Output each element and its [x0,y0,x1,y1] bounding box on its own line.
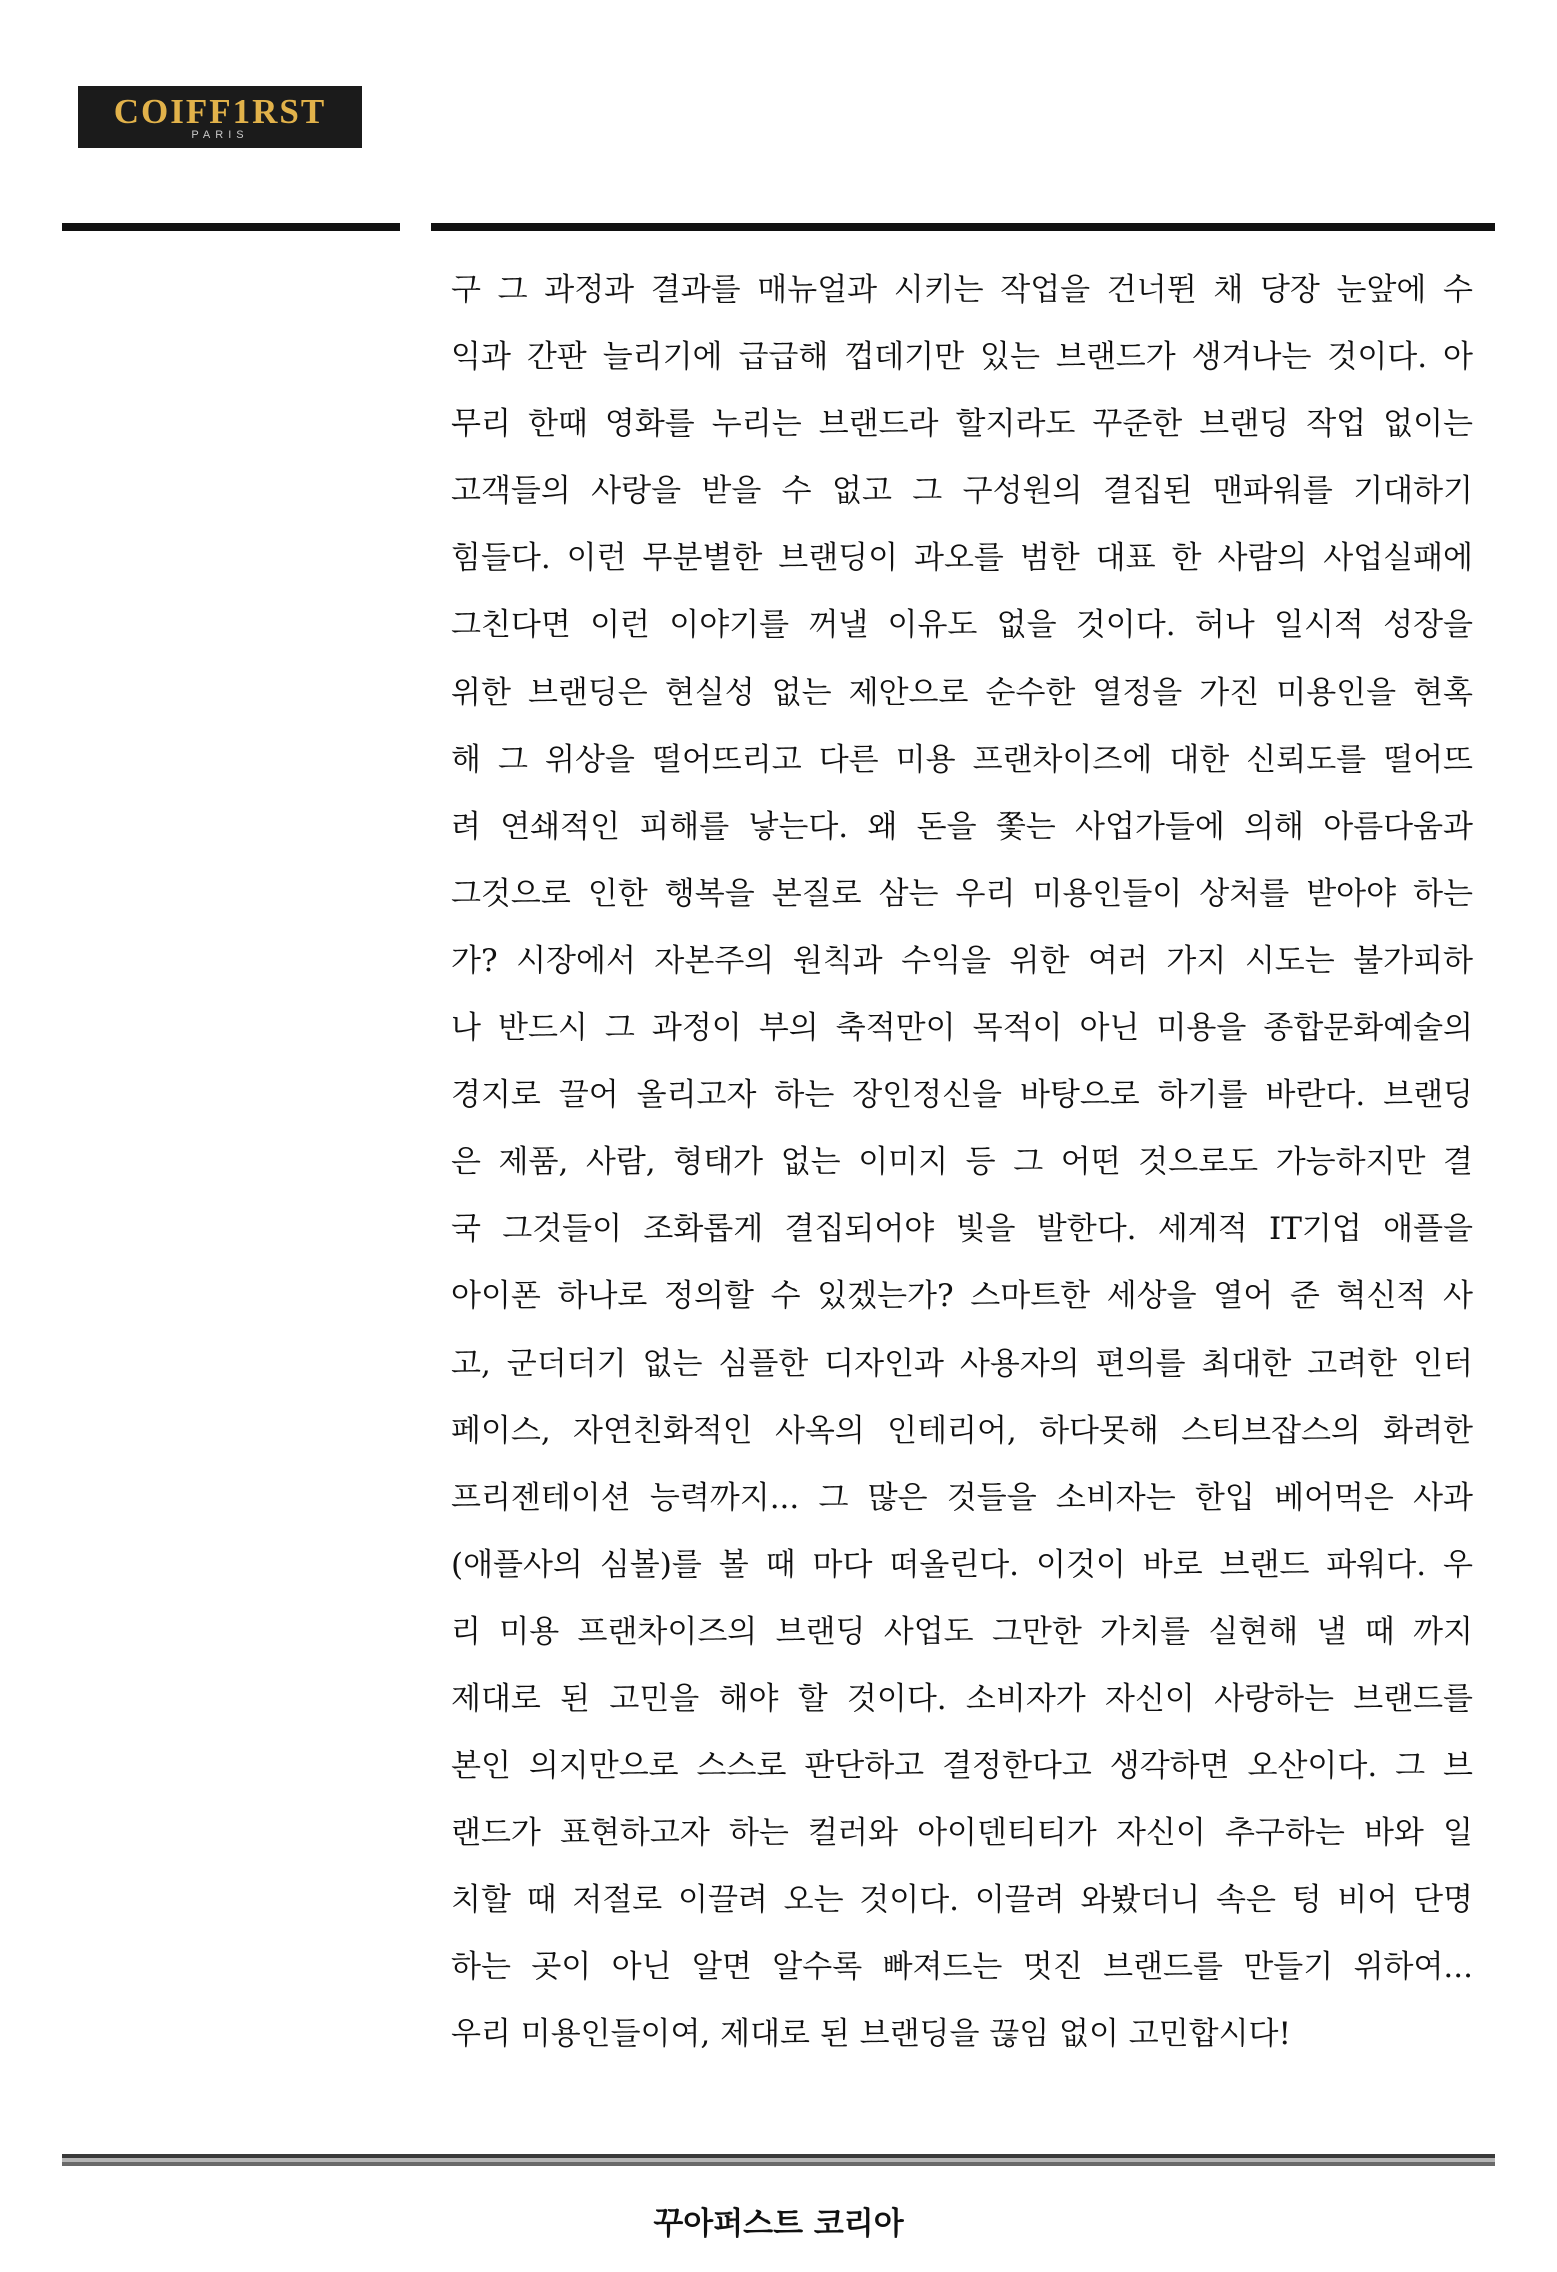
text-line: 아이폰 하나로 정의할 수 있겠는가? 스마트한 세상을 열어 준 혁신적 사 [451,1278,1473,1315]
text-line: 려 연쇄적인 피해를 낳는다. 왜 돈을 쫓는 사업가들에 의해 아름다움과 [451,808,1473,845]
text-line: 나 반드시 그 과정이 부의 축적만이 목적이 아닌 미용을 종합문화예술의 [451,1010,1473,1047]
text-line: 경지로 끌어 올리고자 하는 장인정신을 바탕으로 하기를 바란다. 브랜딩 [451,1077,1473,1114]
text-line: 제대로 된 고민을 해야 할 것이다. 소비자가 자신이 사랑하는 브랜드를 [451,1680,1473,1717]
text-line: 힘들다. 이런 무분별한 브랜딩이 과오를 범한 대표 한 사람의 사업실패에 [451,540,1473,577]
brand-logo [78,86,362,148]
header-rule-right [431,223,1495,231]
text-line: 무리 한때 영화를 누리는 브랜드라 할지라도 꾸준한 브랜딩 작업 없이는 [451,406,1473,443]
footer-rule [62,2154,1495,2166]
text-line: 국 그것들이 조화롭게 결집되어야 빛을 발한다. 세계적 IT기업 애플을 [451,1211,1473,1248]
article-body [451,266,1473,2078]
text-line: 가? 시장에서 자본주의 원칙과 수익을 위한 여러 가지 시도는 불가피하 [451,942,1473,979]
text-line: 리 미용 프랜차이즈의 브랜딩 사업도 그만한 가치를 실현해 낼 때 까지 [451,1613,1473,1650]
header-rule-left [62,223,400,231]
text-line: 고, 군더더기 없는 심플한 디자인과 사용자의 편의를 최대한 고려한 인터 [451,1345,1473,1382]
footer-company-name: 꾸아퍼스트 코리아 [653,2206,904,2242]
text-line: 해 그 위상을 떨어뜨리고 다른 미용 프랜차이즈에 대한 신뢰도를 떨어뜨 [451,741,1473,778]
text-line: 위한 브랜딩은 현실성 없는 제안으로 순수한 열정을 가진 미용인을 현혹 [451,674,1473,711]
text-line: 익과 간판 늘리기에 급급해 껍데기만 있는 브랜드가 생겨나는 것이다. 아 [451,339,1473,376]
text-line: (애플사의 심볼)를 볼 때 마다 떠올린다. 이것이 바로 브랜드 파워다. 우 [451,1546,1473,1583]
text-line: 랜드가 표현하고자 하는 컬러와 아이덴티티가 자신이 추구하는 바와 일 [451,1815,1473,1852]
text-line: 그친다면 이런 이야기를 꺼낼 이유도 없을 것이다. 허나 일시적 성장을 [451,607,1473,644]
text-line: 치할 때 저절로 이끌려 오는 것이다. 이끌려 와봤더니 속은 텅 비어 단명 [451,1882,1473,1919]
text-line: 고객들의 사랑을 받을 수 없고 그 구성원의 결집된 맨파워를 기대하기 [451,473,1473,510]
logo-subtext: PARIS [191,129,249,141]
text-line: 하는 곳이 아닌 알면 알수록 빠져드는 멋진 브랜드를 만들기 위하여... [451,1949,1473,1986]
text-line: 프리젠테이션 능력까지... 그 많은 것들을 소비자는 한입 베어먹은 사과 [451,1479,1473,1516]
logo-wordmark: COIFF1RST [113,92,327,131]
text-line: 구 그 과정과 결과를 매뉴얼과 시키는 작업을 건너뛴 채 당장 눈앞에 수 [451,272,1473,308]
text-line: 그것으로 인한 행복을 본질로 삼는 우리 미용인들이 상처를 받아야 하는 [451,875,1473,912]
text-line: 페이스, 자연친화적인 사옥의 인테리어, 하다못해 스티브잡스의 화려한 [451,1412,1473,1449]
text-line: 은 제품, 사람, 형태가 없는 이미지 등 그 어떤 것으로도 가능하지만 결 [451,1144,1473,1181]
text-line: 본인 의지만으로 스스로 판단하고 결정한다고 생각하면 오산이다. 그 브 [451,1748,1473,1785]
text-line: 우리 미용인들이여, 제대로 된 브랜딩을 끊임 없이 고민합시다! [451,2016,1291,2053]
